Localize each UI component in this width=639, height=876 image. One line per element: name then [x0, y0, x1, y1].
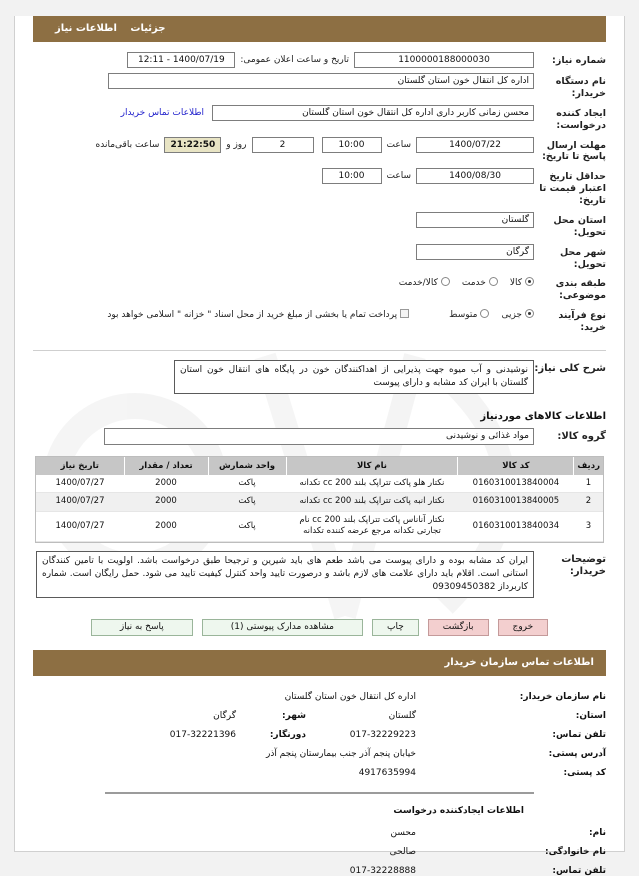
back-button[interactable]: بازگشت	[428, 619, 489, 636]
radio-option-kala-khedmat[interactable]	[399, 277, 450, 288]
province-field[interactable]: گلستان	[416, 212, 534, 228]
countdown-timer: 21:22:50	[164, 137, 221, 153]
remaining-days-field[interactable]: 2	[252, 137, 314, 153]
respond-button[interactable]: پاسخ به نیاز	[91, 619, 193, 636]
cell-qty: 2000	[124, 511, 208, 541]
city-label: شهر محل تحویل:	[559, 246, 606, 270]
tab-details[interactable]: جزئیات	[130, 23, 166, 34]
contact-province-value: گلستان	[388, 710, 416, 721]
table-row[interactable]	[36, 511, 603, 541]
view-attachments-button[interactable]: مشاهده مدارک پیوستی (1)	[202, 619, 363, 636]
table-header-row	[36, 457, 603, 475]
cell-index: 3	[574, 511, 603, 541]
cell-code: 0160310013840004	[458, 475, 574, 493]
buyer-org-label: نام دستگاه خریدار:	[555, 76, 606, 99]
buyer-org-field[interactable]: اداره کل انتقال خون استان گلستان	[108, 73, 534, 89]
timer-label: ساعت باقی‌مانده	[95, 139, 160, 150]
col-index: ردیف	[574, 457, 603, 475]
creator-phone-row	[33, 866, 606, 876]
cell-code: 0160310013840034	[458, 511, 574, 541]
radio-option-khedmat[interactable]	[462, 277, 498, 288]
process-type-row	[33, 307, 606, 334]
creator-lastname-row	[33, 847, 606, 857]
need-number-label: شماره نیاز:	[552, 55, 606, 66]
action-buttons	[15, 619, 624, 636]
radio-icon-khedmat[interactable]	[489, 277, 498, 286]
deadline-label: مهلت ارسال پاسخ تا تاریخ:	[542, 139, 606, 163]
contact-phone-value: 017-32229223	[349, 729, 416, 740]
radio-icon-motavaset[interactable]	[480, 309, 489, 318]
deadline-hour-field[interactable]: 10:00	[322, 137, 382, 153]
remarks-row	[33, 551, 606, 598]
radio-icon-kala[interactable]	[525, 277, 534, 286]
contact-org-value: اداره کل انتقال خون استان گلستان	[284, 691, 416, 702]
cell-qty: 2000	[124, 475, 208, 493]
description-row	[33, 360, 606, 394]
deadline-hour-label: ساعت	[386, 139, 411, 150]
city-field[interactable]: گرگان	[416, 244, 534, 260]
goods-table-body	[36, 475, 603, 541]
contact-fax-label: دورنگار:	[269, 729, 306, 740]
col-code: کد کالا	[458, 457, 574, 475]
exit-button[interactable]: خروج	[498, 619, 549, 636]
radio-label-jozi: جزیی	[501, 310, 522, 321]
radio-icon-jozi[interactable]	[525, 309, 534, 318]
creator-lastname-label: نام خانوادگی:	[544, 846, 606, 857]
creator-phone-value: 017-32228888	[349, 865, 416, 876]
validity-label: حداقل تاریخ اعتبار قیمت تا تاریخ:	[539, 171, 606, 206]
cell-qty: 2000	[124, 493, 208, 511]
checkbox-icon-treasury[interactable]	[400, 309, 409, 318]
contact-details	[15, 676, 624, 778]
tab-need-info[interactable]: اطلاعات نیاز	[55, 23, 117, 34]
cell-name: نکتار آناناس پاکت تتراپک بلند 200 cc نام تجارتی تکدانه مرجع عرضه کننده تکدانه	[286, 511, 458, 541]
cell-date: 1400/07/27	[36, 475, 124, 493]
creator-firstname-row	[33, 828, 606, 838]
contact-fax-value: 017-32221396	[169, 729, 236, 740]
province-label: استان محل تحویل:	[553, 214, 606, 238]
radio-label-kala-khedmat: کالا/خدمت	[398, 278, 438, 289]
col-name: نام کالا	[286, 457, 458, 475]
contact-bar-title: اطلاعات تماس سازمان خریدار	[444, 656, 594, 668]
print-button[interactable]: چاپ	[372, 619, 419, 636]
goods-section-title: اطلاعات کالاهای موردنیاز	[480, 410, 606, 422]
cell-index: 2	[574, 493, 603, 511]
col-date: تاریخ نیاز	[36, 457, 124, 475]
contact-city-value: گرگان	[213, 710, 236, 721]
city-row	[33, 244, 606, 271]
radio-icon-kala-khedmat[interactable]	[441, 277, 450, 286]
contact-province-city-row	[33, 711, 606, 721]
contact-city-label: شهر:	[282, 710, 306, 721]
remarks-box: ایران کد مشابه بوده و دارای پیوست می باشد طعم های باید شیرین و ترجیحا طبق درخواست باشد. اولویت با تامین کنندگان استانی است. اقلام باید دارای علامت های لازم باشد و درصورت تایید واحد کنترل کیفیت تایید می شود. حمل رایگان است. شماره کاربرداز 09309450382	[36, 551, 534, 598]
goods-group-area	[15, 428, 624, 454]
details-tab-bar	[33, 16, 606, 42]
creator-firstname-value: محسن	[390, 827, 416, 838]
goods-table	[36, 457, 603, 542]
table-row[interactable]	[36, 475, 603, 493]
remarks-area	[15, 543, 624, 607]
cell-name: نکتار هلو پاکت تتراپک بلند 200 cc تکدانه	[286, 475, 458, 493]
buyer-contact-link[interactable]: اطلاعات تماس خریدار	[120, 107, 204, 118]
cell-date: 1400/07/27	[36, 493, 124, 511]
cell-unit: پاکت	[208, 511, 286, 541]
creator-lastname-value: صالحی	[389, 846, 416, 857]
table-row[interactable]	[36, 493, 603, 511]
radio-label-kala: کالا	[509, 278, 522, 289]
radio-option-kala[interactable]	[510, 277, 534, 288]
col-unit: واحد شمارش	[208, 457, 286, 475]
cell-code: 0160310013840005	[458, 493, 574, 511]
col-qty: تعداد / مقدار	[124, 457, 208, 475]
description-box: نوشیدنی و آب میوه جهت پذیرایی از اهداکنندگان خون در پایگاه های انتقال خون استان گلستان با ایران کد مشابه و دارای پیوست	[174, 360, 534, 394]
divider-after-form	[33, 350, 606, 351]
province-row	[33, 212, 606, 239]
radio-option-jozi[interactable]	[501, 309, 534, 320]
creator-field[interactable]: محسن زمانی کاربر داری اداره کل انتقال خون استان گلستان	[212, 105, 534, 121]
days-label: روز و	[226, 139, 247, 150]
description-label: شرح کلی نیاز:	[534, 362, 606, 374]
contact-address-label: آدرس پستی:	[548, 748, 606, 759]
validity-hour-label: ساعت	[386, 171, 411, 182]
treasury-checkbox-label: پرداخت تمام یا بخشی از مبلغ خرید از محل اسناد " خزانه " اسلامی خواهد بود	[107, 310, 398, 321]
contact-postcode-label: کد پستی:	[563, 767, 606, 778]
need-form	[15, 42, 624, 343]
contact-address-value: خیابان پنجم آذر جنب بیمارستان پنجم آذر	[265, 748, 416, 759]
announce-label: تاریخ و ساعت اعلان عمومی:	[240, 55, 349, 65]
classification-row	[33, 275, 606, 302]
goods-group-row	[33, 428, 606, 445]
need-number-field[interactable]: 1100000188000030	[354, 52, 534, 68]
creator-firstname-label: نام:	[589, 827, 606, 838]
contact-org-row	[33, 692, 606, 702]
goods-group-field[interactable]: مواد غذائی و نوشیدنی	[104, 428, 534, 445]
page-container	[14, 16, 625, 876]
validity-hour-field[interactable]: 10:00	[322, 168, 382, 184]
creator-section-title: اطلاعات ایجادکننده درخواست	[393, 805, 524, 816]
contact-address-row	[33, 749, 606, 759]
creator-section-divider	[105, 792, 534, 794]
contact-section-bar	[33, 650, 606, 676]
goods-table-wrapper	[35, 456, 604, 543]
cell-unit: پاکت	[208, 475, 286, 493]
validity-date-field[interactable]: 1400/08/30	[416, 168, 534, 184]
contact-phone-fax-row	[33, 730, 606, 740]
creator-row	[33, 105, 606, 132]
contact-province-label: استان:	[575, 710, 606, 721]
deadline-date-field[interactable]: 1400/07/22	[416, 137, 534, 153]
contact-phone-label: تلفن تماس:	[552, 729, 606, 740]
creator-details	[15, 826, 624, 876]
cell-index: 1	[574, 475, 603, 493]
deadline-row	[33, 137, 606, 164]
cell-name: نکتار انبه پاکت تتراپک بلند 200 cc تکدانه	[286, 493, 458, 511]
creator-label: ایجاد کننده درخواست:	[556, 107, 606, 131]
classification-label: طبقه بندی موضوعی:	[555, 278, 606, 302]
announce-datetime-field[interactable]: 1400/07/19 - 12:11	[127, 52, 235, 68]
radio-option-motavaset[interactable]	[449, 309, 489, 320]
process-type-label: نوع فرآیند خرید:	[558, 310, 606, 333]
validity-row	[33, 168, 606, 207]
radio-label-khedmat: خدمت	[461, 278, 486, 289]
radio-label-motavaset: متوسط	[449, 310, 478, 321]
buyer-org-row	[33, 73, 606, 100]
remarks-label: توضیحات خریدار:	[561, 553, 606, 578]
contact-postcode-value: 4917635994	[358, 767, 416, 778]
cell-date: 1400/07/27	[36, 511, 124, 541]
cell-unit: پاکت	[208, 493, 286, 511]
treasury-checkbox-option[interactable]	[107, 309, 409, 320]
creator-phone-label: تلفن تماس:	[552, 865, 606, 876]
contact-org-label: نام سازمان خریدار:	[519, 691, 606, 702]
description-area	[15, 358, 624, 403]
need-number-row	[33, 52, 606, 68]
contact-postcode-row	[33, 768, 606, 778]
goods-group-label: گروه کالا:	[557, 430, 606, 442]
